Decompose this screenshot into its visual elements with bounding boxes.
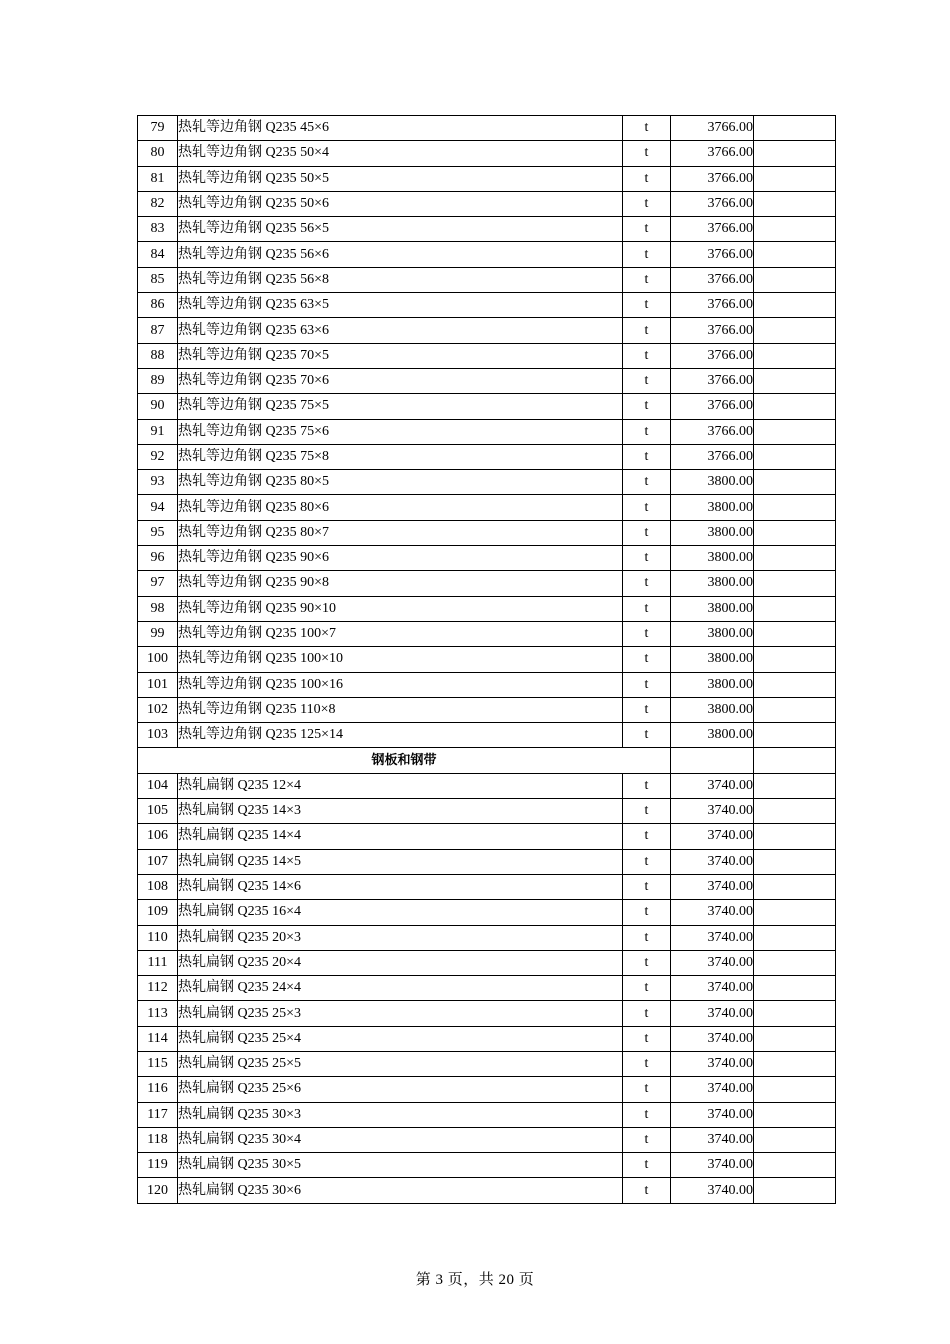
row-number: 88: [138, 343, 178, 368]
item-name: 热轧等边角钢 Q235 50×4: [178, 141, 623, 166]
table-row: [138, 293, 836, 318]
item-price: 3740.00: [671, 1077, 754, 1102]
item-unit: t: [623, 1178, 671, 1203]
item-price: 3740.00: [671, 824, 754, 849]
item-name: 热轧扁钢 Q235 30×6: [178, 1178, 623, 1203]
item-price: 3766.00: [671, 368, 754, 393]
item-price: 3766.00: [671, 217, 754, 242]
item-unit: t: [623, 1051, 671, 1076]
item-price: 3800.00: [671, 470, 754, 495]
item-price: 3766.00: [671, 419, 754, 444]
item-unit: t: [623, 571, 671, 596]
row-number: 107: [138, 849, 178, 874]
table-row: [138, 217, 836, 242]
item-unit: t: [623, 950, 671, 975]
item-name: 热轧扁钢 Q235 25×5: [178, 1051, 623, 1076]
item-unit: t: [623, 925, 671, 950]
item-name: 热轧等边角钢 Q235 75×8: [178, 444, 623, 469]
item-unit: t: [623, 394, 671, 419]
row-number: 89: [138, 368, 178, 393]
item-note: [754, 141, 836, 166]
item-note: [754, 1051, 836, 1076]
row-number: 84: [138, 242, 178, 267]
item-note: [754, 470, 836, 495]
item-price: 3800.00: [671, 546, 754, 571]
item-unit: t: [623, 368, 671, 393]
table-row: [138, 1001, 836, 1026]
item-name: 热轧等边角钢 Q235 90×8: [178, 571, 623, 596]
item-price: 3800.00: [671, 672, 754, 697]
table-row: [138, 799, 836, 824]
item-name: 热轧扁钢 Q235 30×5: [178, 1153, 623, 1178]
table-row: [138, 697, 836, 722]
item-note: [754, 773, 836, 798]
item-name: 热轧等边角钢 Q235 90×6: [178, 546, 623, 571]
row-number: 98: [138, 596, 178, 621]
table-row: [138, 546, 836, 571]
item-note: [754, 520, 836, 545]
item-price: 3800.00: [671, 520, 754, 545]
item-name: 热轧等边角钢 Q235 100×10: [178, 647, 623, 672]
item-note: [754, 191, 836, 216]
table-row: [138, 1026, 836, 1051]
item-price: 3740.00: [671, 773, 754, 798]
item-name: 热轧扁钢 Q235 14×3: [178, 799, 623, 824]
row-number: 116: [138, 1077, 178, 1102]
row-number: 81: [138, 166, 178, 191]
item-unit: t: [623, 596, 671, 621]
item-name: 热轧等边角钢 Q235 75×6: [178, 419, 623, 444]
row-number: 106: [138, 824, 178, 849]
row-number: 108: [138, 874, 178, 899]
item-name: 热轧扁钢 Q235 25×3: [178, 1001, 623, 1026]
table-row: [138, 495, 836, 520]
item-price: 3740.00: [671, 1102, 754, 1127]
item-note: [754, 495, 836, 520]
item-unit: t: [623, 799, 671, 824]
table-body-angle-steel: [138, 116, 836, 748]
table-row: [138, 824, 836, 849]
item-name: 热轧扁钢 Q235 30×3: [178, 1102, 623, 1127]
table-row: [138, 520, 836, 545]
item-name: 热轧扁钢 Q235 30×4: [178, 1127, 623, 1152]
item-unit: t: [623, 444, 671, 469]
item-unit: t: [623, 1026, 671, 1051]
row-number: 110: [138, 925, 178, 950]
item-note: [754, 368, 836, 393]
row-number: 79: [138, 116, 178, 141]
row-number: 104: [138, 773, 178, 798]
item-name: 热轧等边角钢 Q235 90×10: [178, 596, 623, 621]
row-number: 93: [138, 470, 178, 495]
section-header-row: [138, 748, 836, 773]
item-unit: t: [623, 849, 671, 874]
item-unit: t: [623, 647, 671, 672]
item-price: 3740.00: [671, 1153, 754, 1178]
item-price: 3766.00: [671, 141, 754, 166]
row-number: 90: [138, 394, 178, 419]
item-unit: t: [623, 141, 671, 166]
item-note: [754, 318, 836, 343]
item-note: [754, 343, 836, 368]
table-row: [138, 672, 836, 697]
row-number: 86: [138, 293, 178, 318]
row-number: 80: [138, 141, 178, 166]
row-number: 92: [138, 444, 178, 469]
table-row: [138, 116, 836, 141]
item-note: [754, 925, 836, 950]
item-price: 3766.00: [671, 318, 754, 343]
item-note: [754, 723, 836, 748]
table-body-flat-steel: [138, 773, 836, 1203]
item-name: 热轧等边角钢 Q235 56×5: [178, 217, 623, 242]
item-price: 3740.00: [671, 1051, 754, 1076]
item-unit: t: [623, 976, 671, 1001]
table-row: [138, 318, 836, 343]
item-name: 热轧等边角钢 Q235 45×6: [178, 116, 623, 141]
item-name: 热轧扁钢 Q235 25×6: [178, 1077, 623, 1102]
item-price: 3766.00: [671, 293, 754, 318]
item-price: 3740.00: [671, 1026, 754, 1051]
item-note: [754, 1077, 836, 1102]
table-row: [138, 1051, 836, 1076]
item-name: 热轧等边角钢 Q235 56×8: [178, 267, 623, 292]
item-note: [754, 394, 836, 419]
item-price: 3766.00: [671, 191, 754, 216]
item-name: 热轧等边角钢 Q235 50×5: [178, 166, 623, 191]
item-note: [754, 1153, 836, 1178]
row-number: 119: [138, 1153, 178, 1178]
item-note: [754, 950, 836, 975]
item-price: 3740.00: [671, 1178, 754, 1203]
item-unit: t: [623, 191, 671, 216]
item-unit: t: [623, 166, 671, 191]
item-price: 3740.00: [671, 874, 754, 899]
row-number: 101: [138, 672, 178, 697]
section-empty-cell: [671, 748, 754, 773]
table-row: [138, 621, 836, 646]
table-row: [138, 596, 836, 621]
item-unit: t: [623, 1001, 671, 1026]
item-name: 热轧扁钢 Q235 16×4: [178, 900, 623, 925]
table-row: [138, 925, 836, 950]
item-note: [754, 824, 836, 849]
row-number: 95: [138, 520, 178, 545]
item-name: 热轧扁钢 Q235 12×4: [178, 773, 623, 798]
row-number: 94: [138, 495, 178, 520]
table-row: [138, 1077, 836, 1102]
table-row: [138, 976, 836, 1001]
table-row: [138, 950, 836, 975]
item-unit: t: [623, 1153, 671, 1178]
item-note: [754, 697, 836, 722]
item-price: 3800.00: [671, 495, 754, 520]
item-note: [754, 1026, 836, 1051]
item-price: 3740.00: [671, 900, 754, 925]
item-unit: t: [623, 318, 671, 343]
item-unit: t: [623, 520, 671, 545]
item-note: [754, 1178, 836, 1203]
table-row: [138, 1178, 836, 1203]
section-empty-cell: [754, 748, 836, 773]
table-row: [138, 773, 836, 798]
item-price: 3740.00: [671, 799, 754, 824]
item-name: 热轧等边角钢 Q235 70×6: [178, 368, 623, 393]
item-name: 热轧扁钢 Q235 25×4: [178, 1026, 623, 1051]
table-row: [138, 191, 836, 216]
row-number: 109: [138, 900, 178, 925]
item-note: [754, 166, 836, 191]
item-price: 3740.00: [671, 1127, 754, 1152]
item-unit: t: [623, 697, 671, 722]
item-note: [754, 1127, 836, 1152]
item-unit: t: [623, 495, 671, 520]
item-price: 3766.00: [671, 242, 754, 267]
item-note: [754, 242, 836, 267]
table-row: [138, 900, 836, 925]
item-unit: t: [623, 621, 671, 646]
row-number: 100: [138, 647, 178, 672]
item-name: 热轧等边角钢 Q235 70×5: [178, 343, 623, 368]
item-note: [754, 621, 836, 646]
item-unit: t: [623, 267, 671, 292]
table-row: [138, 1102, 836, 1127]
row-number: 87: [138, 318, 178, 343]
item-unit: t: [623, 217, 671, 242]
item-name: 热轧等边角钢 Q235 75×5: [178, 394, 623, 419]
item-price: 3766.00: [671, 116, 754, 141]
item-price: 3740.00: [671, 1001, 754, 1026]
table-row: [138, 571, 836, 596]
item-unit: t: [623, 293, 671, 318]
item-note: [754, 874, 836, 899]
item-note: [754, 1001, 836, 1026]
item-unit: t: [623, 343, 671, 368]
row-number: 115: [138, 1051, 178, 1076]
item-note: [754, 267, 836, 292]
row-number: 103: [138, 723, 178, 748]
table-row: [138, 1153, 836, 1178]
item-unit: t: [623, 672, 671, 697]
row-number: 82: [138, 191, 178, 216]
table-row: [138, 242, 836, 267]
row-number: 96: [138, 546, 178, 571]
item-note: [754, 217, 836, 242]
item-price: 3766.00: [671, 343, 754, 368]
item-name: 热轧等边角钢 Q235 100×16: [178, 672, 623, 697]
table-row: [138, 343, 836, 368]
item-unit: t: [623, 1077, 671, 1102]
table-row: [138, 723, 836, 748]
item-note: [754, 849, 836, 874]
item-note: [754, 444, 836, 469]
item-note: [754, 116, 836, 141]
item-name: 热轧等边角钢 Q235 80×5: [178, 470, 623, 495]
item-price: 3740.00: [671, 849, 754, 874]
item-price: 3740.00: [671, 925, 754, 950]
item-name: 热轧等边角钢 Q235 63×5: [178, 293, 623, 318]
item-unit: t: [623, 723, 671, 748]
item-name: 热轧扁钢 Q235 14×4: [178, 824, 623, 849]
item-note: [754, 596, 836, 621]
item-unit: t: [623, 470, 671, 495]
item-name: 热轧扁钢 Q235 20×3: [178, 925, 623, 950]
row-number: 91: [138, 419, 178, 444]
row-number: 112: [138, 976, 178, 1001]
section-title: 钢板和钢带: [138, 748, 671, 773]
item-name: 热轧等边角钢 Q235 100×7: [178, 621, 623, 646]
item-price: 3766.00: [671, 267, 754, 292]
item-name: 热轧扁钢 Q235 24×4: [178, 976, 623, 1001]
item-unit: t: [623, 773, 671, 798]
item-unit: t: [623, 116, 671, 141]
item-note: [754, 672, 836, 697]
item-note: [754, 293, 836, 318]
item-name: 热轧等边角钢 Q235 110×8: [178, 697, 623, 722]
item-price: 3766.00: [671, 444, 754, 469]
item-price: 3800.00: [671, 596, 754, 621]
row-number: 120: [138, 1178, 178, 1203]
item-unit: t: [623, 419, 671, 444]
item-name: 热轧等边角钢 Q235 50×6: [178, 191, 623, 216]
item-price: 3800.00: [671, 621, 754, 646]
row-number: 83: [138, 217, 178, 242]
item-note: [754, 571, 836, 596]
table-row: [138, 874, 836, 899]
item-name: 热轧扁钢 Q235 14×6: [178, 874, 623, 899]
item-name: 热轧扁钢 Q235 20×4: [178, 950, 623, 975]
row-number: 111: [138, 950, 178, 975]
table-row: [138, 419, 836, 444]
item-note: [754, 546, 836, 571]
price-table: [137, 115, 836, 1204]
item-name: 热轧等边角钢 Q235 56×6: [178, 242, 623, 267]
item-unit: t: [623, 1127, 671, 1152]
row-number: 99: [138, 621, 178, 646]
item-name: 热轧等边角钢 Q235 80×7: [178, 520, 623, 545]
table-row: [138, 141, 836, 166]
item-unit: t: [623, 824, 671, 849]
item-note: [754, 799, 836, 824]
item-name: 热轧等边角钢 Q235 80×6: [178, 495, 623, 520]
item-name: 热轧等边角钢 Q235 125×14: [178, 723, 623, 748]
item-price: 3800.00: [671, 697, 754, 722]
row-number: 114: [138, 1026, 178, 1051]
row-number: 105: [138, 799, 178, 824]
table-row: [138, 444, 836, 469]
item-price: 3740.00: [671, 950, 754, 975]
row-number: 97: [138, 571, 178, 596]
table-row: [138, 267, 836, 292]
row-number: 85: [138, 267, 178, 292]
item-unit: t: [623, 874, 671, 899]
item-unit: t: [623, 242, 671, 267]
row-number: 117: [138, 1102, 178, 1127]
item-name: 热轧等边角钢 Q235 63×6: [178, 318, 623, 343]
item-unit: t: [623, 900, 671, 925]
table-row: [138, 368, 836, 393]
table-row: [138, 849, 836, 874]
item-note: [754, 647, 836, 672]
item-unit: t: [623, 546, 671, 571]
item-note: [754, 976, 836, 1001]
item-name: 热轧扁钢 Q235 14×5: [178, 849, 623, 874]
item-unit: t: [623, 1102, 671, 1127]
page-footer: 第 3 页，共 20 页: [415, 1272, 535, 1288]
table-row: [138, 394, 836, 419]
table-row: [138, 647, 836, 672]
table-row: [138, 470, 836, 495]
row-number: 118: [138, 1127, 178, 1152]
item-note: [754, 419, 836, 444]
item-price: 3800.00: [671, 647, 754, 672]
item-note: [754, 1102, 836, 1127]
item-price: 3766.00: [671, 166, 754, 191]
item-note: [754, 900, 836, 925]
item-price: 3740.00: [671, 976, 754, 1001]
item-price: 3766.00: [671, 394, 754, 419]
row-number: 113: [138, 1001, 178, 1026]
item-price: 3800.00: [671, 571, 754, 596]
row-number: 102: [138, 697, 178, 722]
table-row: [138, 166, 836, 191]
item-price: 3800.00: [671, 723, 754, 748]
table-row: [138, 1127, 836, 1152]
section-row: [138, 748, 836, 773]
